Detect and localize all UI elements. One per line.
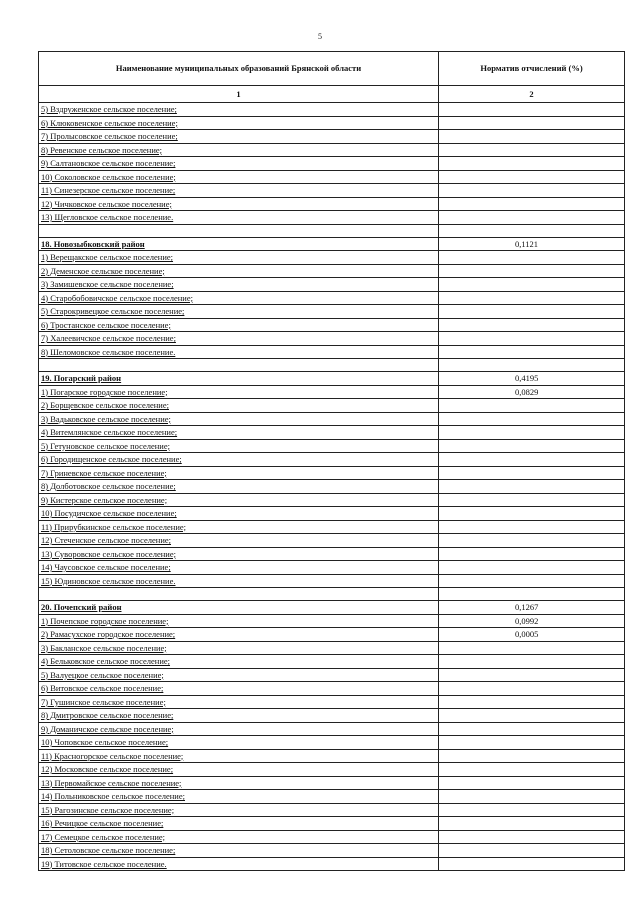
table-row [39,614,625,628]
rate-value [439,830,625,844]
name-text: 3) Вадьковское сельское поселение; [41,413,171,424]
municipality-name [39,264,439,278]
rate-value [439,184,625,198]
municipality-name [39,291,439,305]
municipality-name [39,614,439,628]
district-row [39,237,625,251]
municipality-name [39,817,439,831]
rate-value: 0,1121 [439,237,625,251]
rate-value [439,264,625,278]
rate-value [439,655,625,669]
page-number: 5 [318,32,322,41]
name-text: 4) Бельковское сельское поселение; [41,656,171,666]
table-row [39,278,625,292]
spacer-cell [39,224,439,237]
rate-value [439,803,625,817]
municipality-name [39,211,439,225]
municipality-name [39,332,439,346]
table-row [39,345,625,359]
municipality-name [39,722,439,736]
table-row [39,641,625,655]
spacer-row [39,224,625,237]
municipality-name [39,574,439,588]
district-name [39,237,439,251]
municipality-name [39,790,439,804]
rate-value [439,251,625,265]
rate-value [439,736,625,750]
table-row [39,493,625,507]
name-text: 14) Чаусовское сельское поселение; [41,562,171,572]
table-row [39,251,625,265]
spacer-row [39,588,625,601]
name-text: 2) Деменское сельское поселение; [41,265,165,276]
rate-value [439,776,625,790]
municipality-name [39,453,439,467]
name-text: 8) Долботовское сельское поселение; [41,481,176,491]
district-row [39,601,625,615]
table-row [39,291,625,305]
spacer-cell [39,359,439,372]
municipality-name [39,318,439,332]
municipality-name [39,103,439,117]
municipality-name [39,116,439,130]
name-text: 3) Замишевское сельское поселение; [41,279,174,289]
municipality-name [39,830,439,844]
table-row [39,453,625,467]
name-text: 10) Посудичское сельское поселение; [41,508,177,518]
rate-value [439,534,625,548]
rate-value [439,844,625,858]
header-rate: Норматив отчислений (%) [439,52,625,86]
name-text: 7) Халеевичское сельское поселение; [41,333,176,343]
name-text: 19. Погарский район [41,373,122,383]
district-name [39,372,439,386]
rate-value [439,817,625,831]
table-row [39,116,625,130]
rate-value [439,332,625,346]
table-row [39,130,625,144]
column-number-1: 1 [39,86,439,103]
rate-value: 0,0992 [439,614,625,628]
table-row [39,844,625,858]
table-row [39,439,625,453]
municipality-name [39,641,439,655]
table-row [39,480,625,494]
municipality-name [39,412,439,426]
table-row [39,628,625,642]
municipality-name [39,749,439,763]
name-text: 15) Юдиновское сельское поселение. [41,575,176,586]
rate-value [439,412,625,426]
name-text: 17) Семецкое сельское поселение; [41,831,166,842]
name-text: 6) Клюковенское сельское поселение; [41,117,178,128]
rate-value [439,749,625,763]
name-text: 18. Новозыбковский район [41,238,145,249]
spacer-cell [439,224,625,237]
name-text: 13) Первомайское сельское поселение; [41,777,182,788]
name-text: 5) Гетуновское сельское поселение; [41,440,170,451]
name-text: 2) Борщевское сельское поселение; [41,400,169,410]
rate-value [439,790,625,804]
rate-value [439,291,625,305]
municipality-name [39,547,439,561]
allocation-table [38,51,625,871]
rate-value [439,547,625,561]
name-text: 1) Верещакское сельское поселение; [41,252,174,262]
municipality-name [39,655,439,669]
municipality-name [39,466,439,480]
table-row [39,749,625,763]
name-text: 2) Рамасухское городское поселение; [41,629,176,639]
municipality-name [39,803,439,817]
rate-value [439,641,625,655]
table-row [39,264,625,278]
table-body [39,52,625,871]
municipality-name [39,157,439,171]
name-text: 20. Почепский район [41,602,122,612]
municipality-name [39,763,439,777]
spacer-cell [39,588,439,601]
rate-value [439,561,625,575]
column-number-2: 2 [439,86,625,103]
table-row [39,385,625,399]
table-row [39,197,625,211]
rate-value [439,493,625,507]
municipality-name [39,493,439,507]
table-row [39,332,625,346]
name-text: 6) Витовское сельское поселение; [41,683,164,693]
name-text: 9) Салтановское сельское поселение; [41,158,176,168]
municipality-name [39,507,439,521]
name-text: 8) Шеломовское сельское поселение. [41,346,176,357]
name-text: 11) Красногорское сельское поселение; [41,750,184,761]
table-row [39,426,625,440]
name-text: 14) Польниковское сельское поселение; [41,791,185,801]
name-text: 19) Титовское сельское поселение. [41,858,167,869]
municipality-name [39,197,439,211]
table-row [39,466,625,480]
rate-value [439,278,625,292]
name-text: 16) Речицкое сельское поселение; [41,818,164,828]
spacer-cell [439,588,625,601]
table-row [39,776,625,790]
municipality-name [39,844,439,858]
name-text: 9) Доманичское сельское поселение; [41,723,174,734]
municipality-name [39,426,439,440]
table-row [39,574,625,588]
municipality-name [39,709,439,723]
name-text: 1) Погарское городское поселение; [41,386,168,397]
name-text: 7) Гушинское сельское поселение; [41,696,166,707]
rate-value [439,157,625,171]
rate-value [439,439,625,453]
name-text: 5) Старокривецкое сельское поселение; [41,306,185,316]
spacer-row [39,359,625,372]
table-row [39,412,625,426]
municipality-name [39,480,439,494]
table-row [39,561,625,575]
municipality-name [39,143,439,157]
municipality-name [39,130,439,144]
table-row [39,305,625,319]
name-text: 5) Валуецкое сельское поселение; [41,669,164,680]
table-row [39,547,625,561]
table-row [39,668,625,682]
municipality-name [39,561,439,575]
name-text: 9) Кистерское сельское поселение; [41,494,168,505]
municipality-name [39,695,439,709]
rate-value [439,143,625,157]
municipality-name [39,399,439,413]
name-text: 10) Чоповское сельское поселение; [41,737,169,747]
name-text: 1) Почепское городское поселение; [41,615,169,626]
name-text: 4) Витемлянское сельское поселение; [41,427,178,437]
municipality-name [39,682,439,696]
table-row [39,857,625,871]
rate-value [439,695,625,709]
rate-value [439,399,625,413]
name-text: 6) Городищенское сельское поселение; [41,454,182,464]
name-text: 11) Синезерское сельское поселение; [41,185,176,195]
spacer-cell [439,359,625,372]
name-text: 8) Дмитровское сельское поселение; [41,710,174,720]
rate-value [439,103,625,117]
table-row [39,318,625,332]
table-row [39,817,625,831]
rate-value: 0,0005 [439,628,625,642]
table-row [39,184,625,198]
municipality-name [39,251,439,265]
table-row [39,803,625,817]
name-text: 12) Чичковское сельское поселение; [41,198,172,209]
municipality-name [39,345,439,359]
table-row [39,830,625,844]
name-text: 6) Тростанское сельское поселение; [41,319,171,330]
header-municipality: Наименование муниципальных образований Брянской области [39,52,439,86]
table-row [39,722,625,736]
rate-value [439,466,625,480]
municipality-name [39,385,439,399]
table-row [39,695,625,709]
table-row [39,507,625,521]
district-row [39,372,625,386]
municipality-name [39,520,439,534]
rate-value [439,668,625,682]
table-row [39,763,625,777]
municipality-name [39,668,439,682]
name-text: 7) Пролысовское сельское поселение; [41,131,178,141]
rate-value [439,170,625,184]
municipality-name [39,736,439,750]
municipality-name [39,184,439,198]
name-text: 13) Щегловское сельское поселение. [41,212,174,222]
table-row [39,520,625,534]
name-text: 15) Рагозинское сельское поселение; [41,804,175,815]
municipality-name [39,534,439,548]
rate-value [439,345,625,359]
table-row [39,170,625,184]
rate-value [439,197,625,211]
table-row [39,157,625,171]
rate-value [439,305,625,319]
municipality-name [39,857,439,871]
name-text: 3) Бакланское сельское поселение; [41,642,167,653]
municipality-name [39,776,439,790]
table-row [39,682,625,696]
table-row [39,399,625,413]
table-row [39,103,625,117]
rate-value [439,130,625,144]
rate-value: 0,1267 [439,601,625,615]
column-number-row [39,86,625,103]
table-row [39,709,625,723]
rate-value [439,763,625,777]
rate-value [439,520,625,534]
name-text: 18) Сетоловское сельское поселение; [41,845,176,855]
table-row [39,790,625,804]
municipality-name [39,170,439,184]
rate-value [439,682,625,696]
rate-value [439,318,625,332]
name-text: 10) Соколовское сельское поселение; [41,171,176,182]
municipality-name [39,305,439,319]
rate-value [439,709,625,723]
rate-value [439,857,625,871]
municipality-name [39,628,439,642]
table-row [39,655,625,669]
rate-value [439,574,625,588]
municipality-name [39,278,439,292]
rate-value [439,722,625,736]
rate-value: 0,0829 [439,385,625,399]
name-text: 4) Старобобовичское сельское поселение; [41,292,193,303]
table-header-row [39,52,625,86]
name-text: 8) Ревенское сельское поселение; [41,144,162,155]
rate-value [439,453,625,467]
name-text: 13) Суворовское сельское поселение; [41,548,176,559]
municipality-name [39,439,439,453]
rate-value [439,480,625,494]
rate-value [439,426,625,440]
table-row [39,534,625,548]
name-text: 7) Гриневское сельское поселение; [41,467,167,478]
rate-value [439,211,625,225]
rate-value [439,507,625,521]
name-text: 12) Стеченское сельское поселение; [41,535,172,545]
table-row [39,736,625,750]
name-text: 11) Прирубкинское сельское поселение; [41,521,187,532]
rate-value [439,116,625,130]
rate-value: 0,4195 [439,372,625,386]
name-text: 12) Московское сельское поселение; [41,764,174,774]
name-text: 5) Вздруженское сельское поселение; [41,104,177,114]
table-row [39,211,625,225]
district-name [39,601,439,615]
table-row [39,143,625,157]
